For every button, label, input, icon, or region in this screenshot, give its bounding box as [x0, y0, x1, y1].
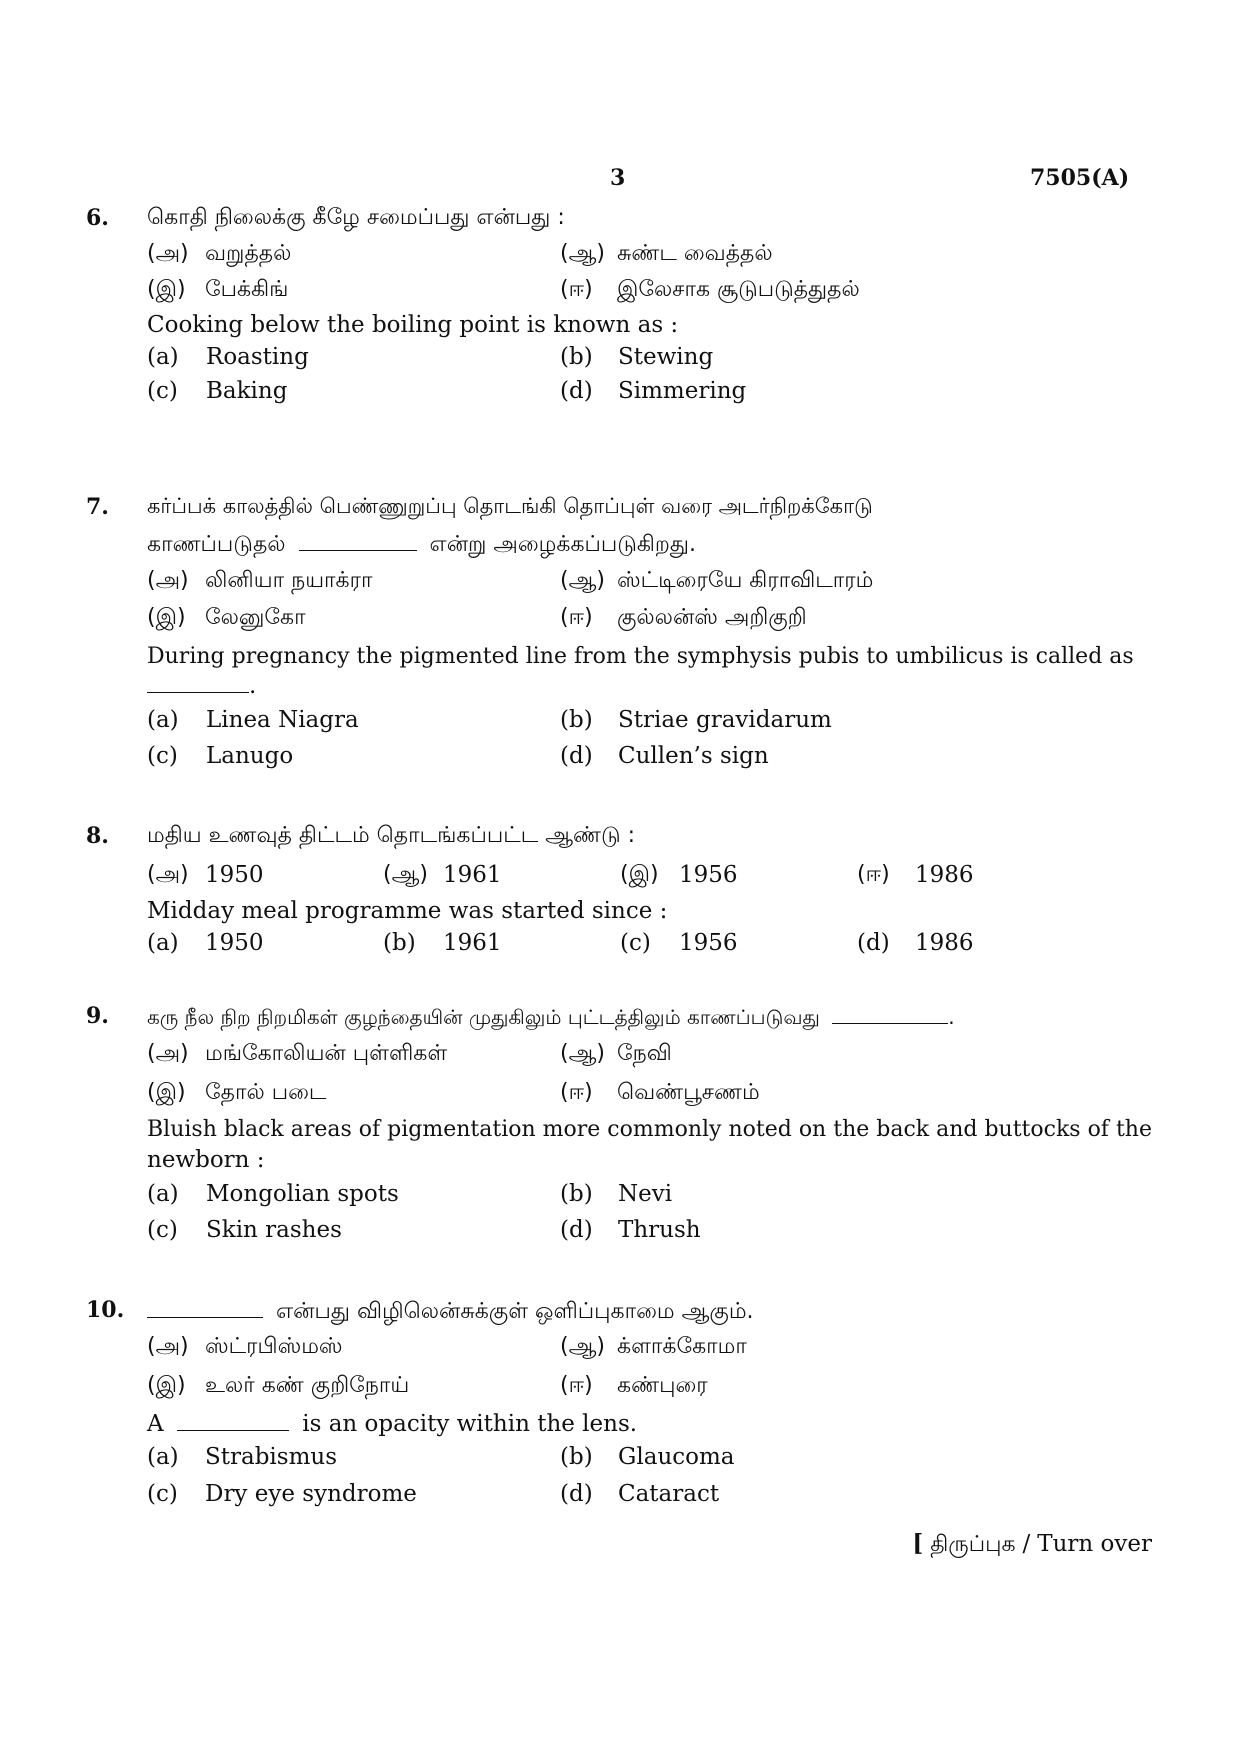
option-text: 1950 — [205, 930, 264, 956]
option-text: தோல் படை — [205, 1080, 327, 1105]
option-label: (d) — [560, 743, 593, 769]
option-label: (a) — [147, 1181, 179, 1207]
option-label: (இ) — [620, 862, 659, 887]
answer-blank-line: . — [147, 672, 256, 699]
option-label: (b) — [560, 707, 593, 733]
option-label: (ஈ) — [560, 277, 593, 302]
option-text: 1986 — [915, 862, 974, 888]
option-label: (ஈ) — [560, 1080, 593, 1105]
option-label: (ஆ) — [560, 1334, 605, 1359]
question-text-english: Midday meal programme was started since : — [147, 898, 668, 924]
option-text: Strabismus — [205, 1444, 338, 1470]
option-text: நேவி — [617, 1041, 672, 1066]
option-text: Roasting — [206, 344, 309, 370]
option-label: (d) — [560, 378, 593, 404]
option-text: லினியா நயாக்ரா — [205, 568, 373, 593]
option-text: Stewing — [618, 344, 714, 370]
option-text: Nevi — [618, 1181, 673, 1207]
option-label: (அ) — [147, 862, 189, 887]
option-text: Glaucoma — [618, 1444, 735, 1470]
option-label: (c) — [147, 378, 178, 404]
question-number: 9. — [86, 1003, 109, 1029]
footer-bracket: [ — [912, 1530, 924, 1557]
option-text: 1986 — [915, 930, 974, 956]
question-text-tamil-row — [147, 1297, 754, 1327]
question-text-part: A — [147, 1411, 164, 1437]
option-label: (இ) — [147, 277, 186, 302]
paper-code: 7505(A) — [1030, 165, 1130, 191]
option-text: வறுத்தல் — [205, 241, 292, 266]
option-text: ஸ்ட்ரபிஸ்மஸ் — [205, 1334, 343, 1359]
option-text: வெண்பூசணம் — [617, 1080, 760, 1105]
question-text-part: is an opacity within the lens. — [302, 1411, 638, 1437]
option-text: Dry eye syndrome — [205, 1481, 417, 1507]
option-label: (b) — [560, 344, 593, 370]
option-label: (ஈ) — [857, 862, 890, 887]
question-number: 10. — [86, 1297, 125, 1323]
answer-blank — [177, 1410, 289, 1431]
option-label: (a) — [147, 344, 179, 370]
option-label: (அ) — [147, 568, 189, 593]
option-text: Striae gravidarum — [618, 707, 832, 733]
option-text: ஸ்ட்டிரையே கிராவிடாரம் — [617, 568, 874, 593]
option-text: கண்புரை — [617, 1373, 708, 1398]
question-text-part: காணப்படுதல் — [147, 532, 286, 557]
option-text: 1956 — [679, 862, 738, 888]
option-label: (d) — [560, 1217, 593, 1243]
option-text: உலர் கண் குறிநோய் — [205, 1373, 410, 1398]
option-label: (ஈ) — [560, 605, 593, 630]
option-label: (a) — [147, 1444, 179, 1470]
option-label: (c) — [620, 930, 651, 956]
option-label: (c) — [147, 1481, 178, 1507]
option-label: (a) — [147, 930, 179, 956]
question-text-tamil: மதிய உணவுத் திட்டம் தொடங்கப்பட்ட ஆண்டு : — [147, 823, 636, 848]
option-text: Baking — [206, 378, 288, 404]
option-text: Mongolian spots — [206, 1181, 399, 1207]
option-label: (a) — [147, 707, 179, 733]
question-text-tamil-row: கரு நீல நிற நிறமிகள் குழந்தையின் முதுகிலும் புட்டத்திலும் காணப்படுவது . — [147, 1005, 955, 1029]
option-text: Cataract — [618, 1481, 720, 1507]
option-label: (இ) — [147, 1373, 186, 1398]
option-label: (அ) — [147, 1041, 189, 1066]
turn-over-note — [912, 1530, 1152, 1560]
question-number: 7. — [86, 494, 109, 520]
question-number: 6. — [86, 205, 109, 231]
option-label: (ஆ) — [560, 1041, 605, 1066]
footer-tamil: திருப்புக — [930, 1532, 1016, 1557]
question-text-english-line1: Bluish black areas of pigmentation more commonly noted on the back and buttocks of the — [147, 1117, 1152, 1142]
option-text: 1950 — [205, 862, 264, 888]
option-label: (b) — [383, 930, 416, 956]
question-text-english: Cooking below the boiling point is known as : — [147, 312, 679, 338]
option-label: (b) — [560, 1181, 593, 1207]
option-text: Thrush — [618, 1217, 701, 1243]
option-text: பேக்கிங் — [205, 277, 289, 302]
question-text-part: என்று அழைக்கப்படுகிறது. — [429, 532, 696, 557]
option-text: குல்லன்ஸ் அறிகுறி — [617, 605, 807, 630]
question-text-tamil: கொதி நிலைக்கு கீழே சமைப்பது என்பது : — [147, 205, 565, 230]
answer-blank — [147, 1297, 263, 1318]
question-text-tamil-line2 — [147, 530, 696, 560]
footer-separator: / — [1022, 1531, 1031, 1557]
option-label: (இ) — [147, 1080, 186, 1105]
question-text-english: During pregnancy the pigmented line from the symphysis pubis to umbilicus is called as — [147, 644, 1134, 669]
option-label: (d) — [560, 1481, 593, 1507]
option-text: லேனுகோ — [205, 605, 306, 630]
option-label: (b) — [560, 1444, 593, 1470]
option-label: (ஈ) — [560, 1373, 593, 1398]
option-label: (ஆ) — [383, 862, 428, 887]
option-text: Cullen’s sign — [618, 743, 769, 769]
option-text: Lanugo — [206, 743, 294, 769]
option-text: சுண்ட வைத்தல் — [617, 241, 773, 266]
question-text-english-line2: newborn : — [147, 1147, 265, 1173]
option-label: (அ) — [147, 241, 189, 266]
answer-blank — [147, 672, 249, 693]
option-text: க்ளாக்கோமா — [617, 1334, 747, 1359]
answer-blank — [832, 1003, 948, 1024]
option-label: (ஆ) — [560, 241, 605, 266]
question-text-tamil: என்பது விழிலென்சுக்குள் ஒளிப்புகாமை ஆகும். — [276, 1299, 754, 1324]
option-text: 1961 — [443, 862, 502, 888]
question-text-tamil-line1: கர்ப்பக் காலத்தில் பெண்ணுறுப்பு தொடங்கி தொப்புள் வரை அடர்நிறக்கோடு — [147, 494, 873, 518]
option-text: இலேசாக சூடுபடுத்துதல் — [617, 277, 860, 302]
option-label: (d) — [857, 930, 890, 956]
option-text: Simmering — [618, 378, 747, 404]
option-text: 1961 — [443, 930, 502, 956]
option-label: (c) — [147, 743, 178, 769]
option-text: Skin rashes — [206, 1217, 342, 1243]
option-label: (c) — [147, 1217, 178, 1243]
question-text-tamil: கரு நீல நிற நிறமிகள் குழந்தையின் முதுகிலும் புட்டத்திலும் காணப்படுவது — [147, 1005, 820, 1029]
page-number: 3 — [610, 165, 626, 191]
option-label: (இ) — [147, 605, 186, 630]
answer-blank — [299, 530, 417, 551]
footer-english: Turn over — [1037, 1531, 1152, 1557]
option-label: (ஆ) — [560, 568, 605, 593]
option-text: 1956 — [679, 930, 738, 956]
question-number: 8. — [86, 823, 109, 849]
option-label: (அ) — [147, 1334, 189, 1359]
option-text: மங்கோலியன் புள்ளிகள் — [205, 1041, 448, 1066]
option-text: Linea Niagra — [206, 707, 359, 733]
question-text-english-row — [147, 1410, 637, 1437]
